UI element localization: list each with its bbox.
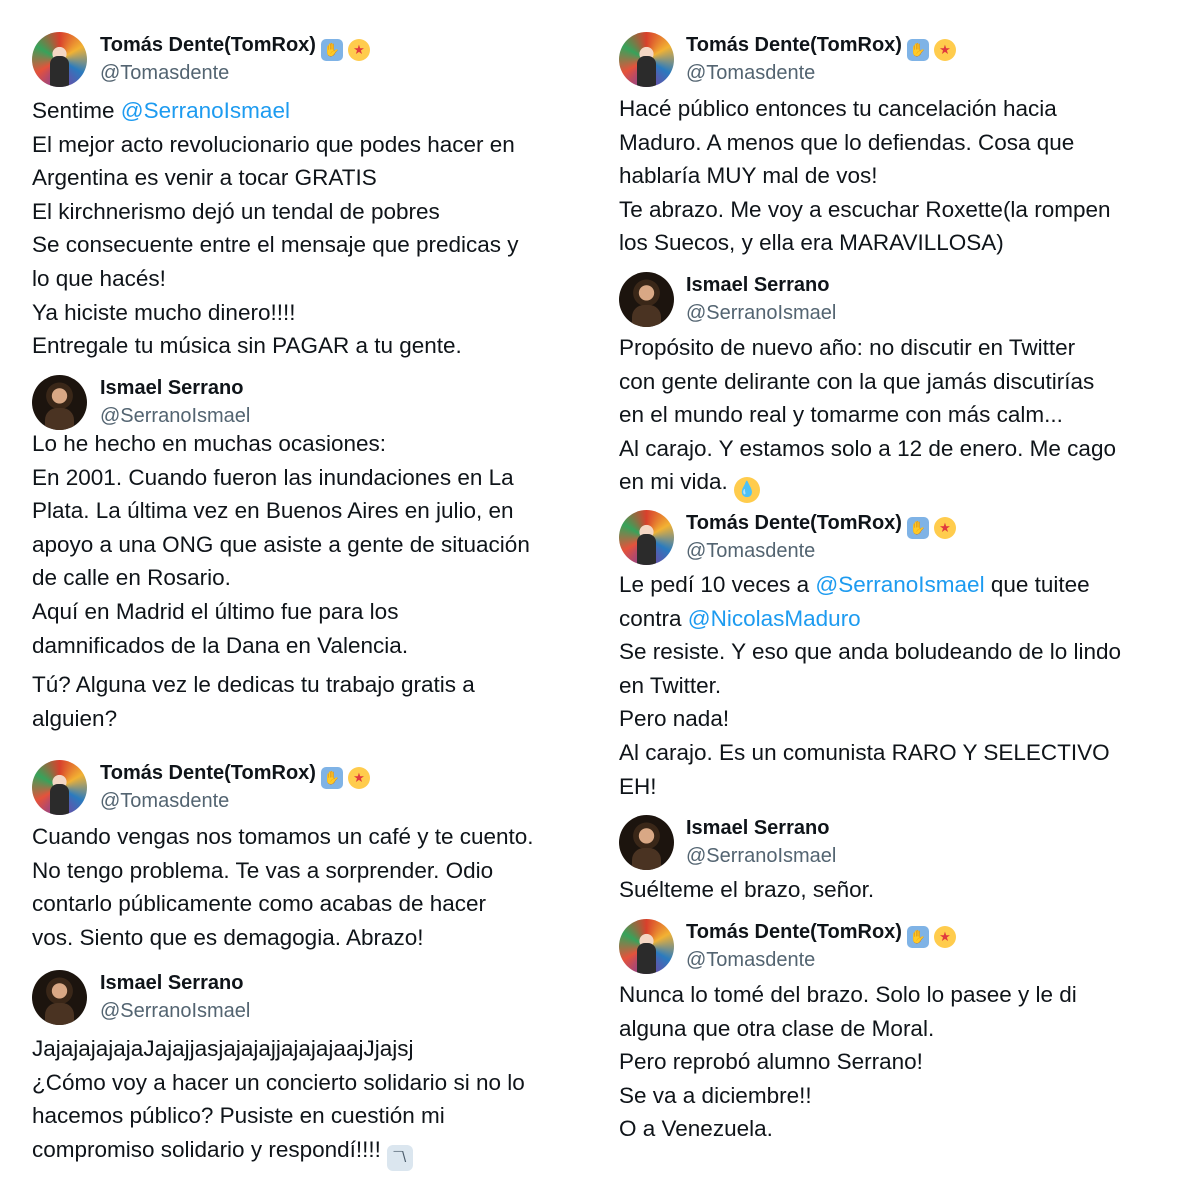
display-name[interactable]: Tomás Dente(TomRox) ✋ ★ [686,32,956,61]
user-handle[interactable]: @Tomasdente [686,949,816,971]
display-name[interactable]: Ismael Serrano [100,972,244,994]
mention-link[interactable]: @NicolasMaduro [687,605,861,631]
avatar[interactable] [619,815,674,870]
tweet-header [619,815,1179,879]
avatar[interactable] [619,510,674,565]
tweet[interactable] [619,32,1179,260]
tweet-header [32,970,592,1034]
avatar[interactable] [619,272,674,327]
tweet-text: Tú? Alguna vez le dedicas tu trabajo gratis a alguien? [32,672,475,731]
user-handle[interactable]: @SerranoIsmael [686,302,837,324]
avatar[interactable] [32,760,87,815]
tweet-header [32,760,592,824]
display-name[interactable]: Ismael Serrano [686,817,830,839]
grinning-face-with-sweat-icon: 💧 [734,477,760,503]
tweet[interactable] [32,970,592,1171]
tweet[interactable] [619,919,1179,1146]
tweet-header [619,32,1179,96]
tweet-text: JajajajajajaJajajjasjajajajjajajajaajJjajsj ¿Cómo voy a hacer un concierto solidario si no lo hacemos público? Pusiste en cuestión mi compromiso solidario y respondí!!!! ¯\ [32,1032,592,1171]
tweet-text: Cuando vengas nos tomamos un café y te cuento. No tengo problema. Te vas a sorprender. Odio contarlo públicamente como acabas de hacer vos. Siento que es demagogia. Abrazo! [32,824,534,950]
mention-link[interactable]: @SerranoIsmael [120,98,290,123]
user-handle[interactable]: @Tomasdente [686,540,816,562]
user-handle[interactable]: @SerranoIsmael [100,405,251,427]
display-name[interactable]: Tomás Dente(TomRox) ✋ ★ [686,919,956,948]
tweet-text: Sentime @SerranoIsmael El mejor acto revolucionario que podes hacer en Argentina es venir a tocar GRATIS El kirchnerismo dejó un tendal de pobres Se consecuente entre el mensaje que predicas y lo que hacés! Ya hiciste mucho dinero!!!! Entregale tu música sin PAGAR a tu gente. [32,98,519,359]
mention-link[interactable]: @SerranoIsmael [815,572,985,597]
avatar[interactable] [32,375,87,430]
user-handle[interactable]: @Tomasdente [100,790,230,812]
star-struck-icon: ★ [348,39,370,61]
tweet[interactable] [619,510,1179,803]
user-handle[interactable]: @Tomasdente [100,62,230,84]
star-struck-icon: ★ [934,39,956,61]
star-struck-icon: ★ [348,767,370,789]
tweet[interactable] [32,375,592,735]
tweet-text: Propósito de nuevo año: no discutir en Twitter con gente delirante con la que jamás discutirías en el mundo real y tomarme con más calm... Al carajo. Y estamos solo a 12 de enero. Me cago en mi vida. 💧 [619,331,1179,503]
tweet-header [619,919,1179,983]
display-name[interactable]: Ismael Serrano [100,377,244,399]
tweet-header [32,375,592,439]
tweet[interactable] [32,32,592,363]
avatar[interactable] [619,919,674,974]
person-raising-hand-icon: ✋ [321,39,343,61]
person-raising-hand-icon: ✋ [321,767,343,789]
tweet-text: Suélteme el brazo, señor. [619,877,875,902]
tweet-text: Hacé público entonces tu cancelación hacia Maduro. A menos que lo defiendas. Cosa que hablaría MUY mal de vos! Te abrazo. Me voy a escuchar Roxette(la rompen los Suecos, y ella era MARAVILLOSA) [619,96,1111,256]
tweet-text: Nunca lo tomé del brazo. Solo lo pasee y le di alguna que otra clase de Moral. Pero reprobó alumno Serrano! Se va a diciembre!! O a Venezuela. [619,982,1077,1142]
user-handle[interactable]: @SerranoIsmael [100,1000,251,1022]
avatar[interactable] [619,32,674,87]
person-raising-hand-icon: ✋ [907,517,929,539]
display-name[interactable]: Tomás Dente(TomRox) ✋ ★ [686,510,956,539]
display-name[interactable]: Tomás Dente(TomRox) ✋ ★ [100,32,370,61]
tweet-header [32,32,592,96]
user-handle[interactable]: @SerranoIsmael [686,845,837,867]
tweet[interactable] [619,272,1179,503]
person-raising-hand-icon: ✋ [907,926,929,948]
tweet[interactable] [32,760,592,954]
tweet-text: Lo he hecho en muchas ocasiones: En 2001. Cuando fueron las inundaciones en La Plata. La última vez en Buenos Aires en julio, en apoyo a una ONG que asiste a gente de situación de calle en Rosario. Aquí en Madrid el último fue para los damnificados de la Dana en Valencia. [32,431,530,658]
avatar[interactable] [32,970,87,1025]
user-handle[interactable]: @Tomasdente [686,62,816,84]
avatar[interactable] [32,32,87,87]
person-raising-hand-icon: ✋ [907,39,929,61]
display-name[interactable]: Ismael Serrano [686,274,830,296]
star-struck-icon: ★ [934,517,956,539]
tweet-header [619,510,1179,574]
star-struck-icon: ★ [934,926,956,948]
tweet[interactable] [619,815,1179,907]
tweet-header [619,272,1179,336]
display-name[interactable]: Tomás Dente(TomRox) ✋ ★ [100,760,370,789]
person-shrugging-icon: ¯\ [387,1145,413,1171]
tweet-text: Le pedí 10 veces a @SerranoIsmael que tuitee contra @NicolasMaduro Se resiste. Y eso que anda boludeando de lo lindo en Twitter. Pero nada! Al carajo. Es un comunista RARO Y SELECTIVO EH! [619,572,1122,799]
